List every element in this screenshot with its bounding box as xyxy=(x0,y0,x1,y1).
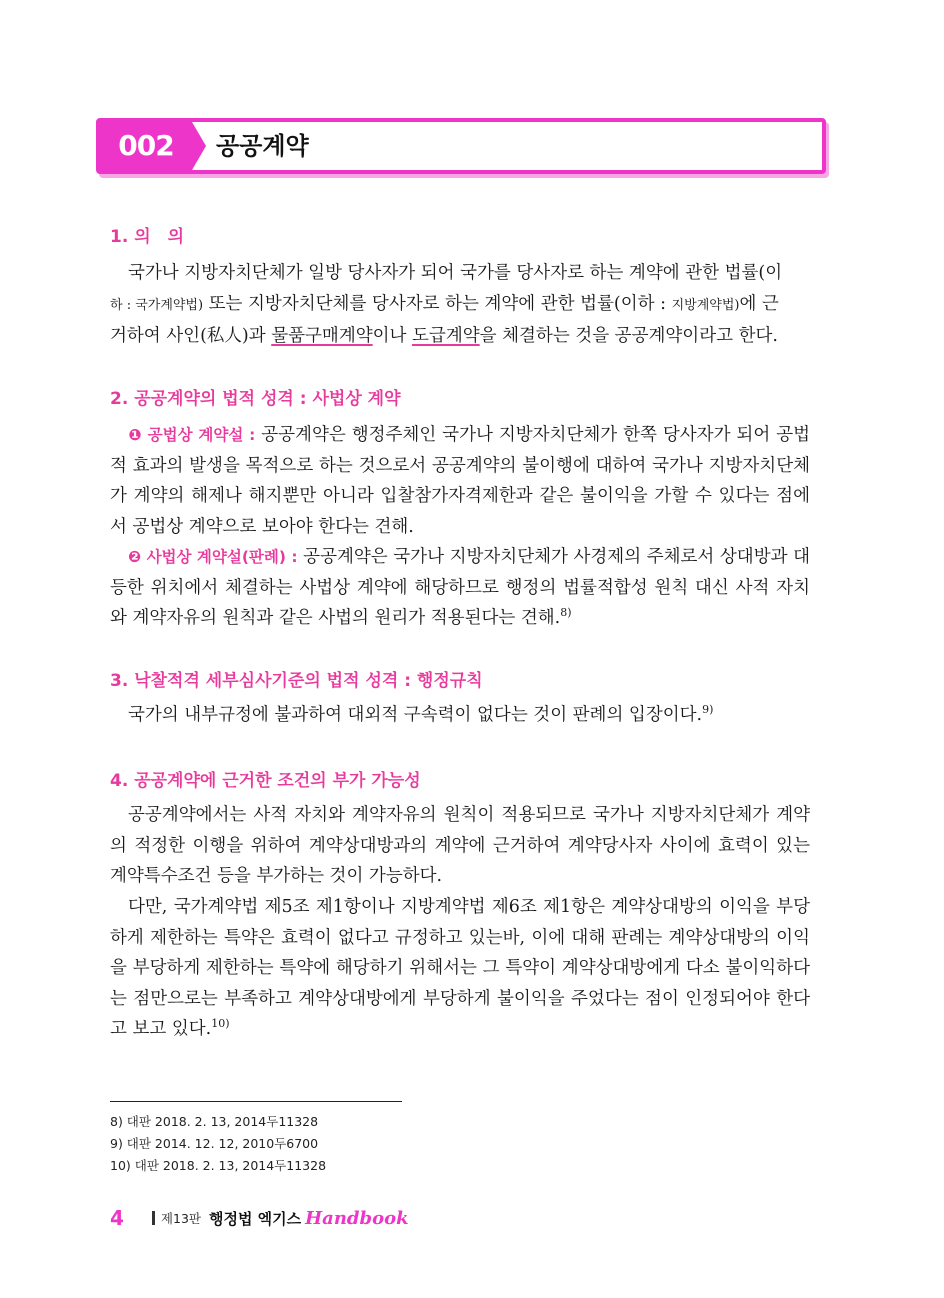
handbook-logo: Handbook xyxy=(305,1207,409,1229)
theory-marker-2: ❷ 사법상 계약설(판례) : xyxy=(128,548,298,566)
section-1-paragraph: 국가나 지방자치단체가 일방 당사자가 되어 국가를 당사자로 하는 계약에 관한 법률(이 하 : 국가계약법) 또는 지방자치단체를 당사자로 하는 계약에 관한 법률(이하 : 지방계약법)에 근 거하여 사인(私人)과 물품구매계약이나 도급계약을 체결하는 것을 공공계약이라고 한다. xyxy=(110,263,783,346)
theory-marker-1: ❶ 공법상 계약설 : xyxy=(128,426,256,444)
section-heading-3: 3. 낙찰적격 세부심사기준의 법적 성격 : 행정규칙 xyxy=(110,671,483,691)
section-heading-4: 4. 공공계약에 근거한 조건의 부가 가능성 xyxy=(110,771,421,791)
footnote-9: 9) 대판 2014. 12. 12, 2010두6700 xyxy=(110,1136,319,1151)
chapter-number: 002 xyxy=(100,122,192,170)
footnote-8: 8) 대판 2018. 2. 13, 2014두11328 xyxy=(110,1114,319,1129)
section-2-paragraph-private-law-theory: ❷ 사법상 계약설(판례) : 공공계약은 국가나 지방자치단체가 사경제의 주체로서 상대방과 대등한 위치에서 체결하는 사법상 계약에 해당하므로 행정의 법률적합성 원칙 대신 사적 자치와 계약자유의 원칙과 같은 사법의 원리가 적용된다는 견해.$^{8)}$ xyxy=(110,547,811,628)
chapter-banner xyxy=(96,118,826,174)
footnote-divider xyxy=(110,1101,402,1102)
page-number: 4 xyxy=(110,1206,124,1230)
footnote-ref-9: 9) xyxy=(702,703,714,717)
section-3-paragraph: 국가의 내부규정에 불과하여 대외적 구속력이 없다는 것이 판례의 입장이다.$^{9)}$ xyxy=(128,703,714,725)
edition-label: 제13판 xyxy=(160,1211,201,1226)
page-footer xyxy=(110,1203,409,1233)
footnote-10: 10) 대판 2018. 2. 13, 2014두11328 xyxy=(110,1158,327,1173)
section-heading-1: 1. 의 의 xyxy=(110,227,185,247)
chapter-title: 공공계약 xyxy=(216,132,309,160)
section-2-paragraph-public-law-theory: ❶ 공법상 계약설 : 공공계약은 행정주체인 국가나 지방자치단체가 한쪽 당사자가 되어 공법적 효과의 발생을 목적으로 하는 것으로서 공공계약의 불이행에 대하여 국가나 지방자치단체가 계약의 해제나 해지뿐만 아니라 입찰참가자격제한과 같은 불이익을 가할 수 있다는 점에서 공법상 계약으로 보아야 한다는 견해. xyxy=(110,425,810,537)
underlined-term-contract: 도급계약 xyxy=(412,326,480,346)
footer-bar-icon xyxy=(152,1211,155,1225)
section-4-paragraph-1: 공공계약에서는 사적 자치와 계약자유의 원칙이 적용되므로 국가나 지방자치단체가 계약의 적정한 이행을 위하여 계약상대방과의 계약에 근거하여 계약당사자 사이에 효력이 있는 계약특수조건 등을 부가하는 것이 가능하다. xyxy=(110,805,810,886)
footnote-ref-8: 8) xyxy=(560,606,572,620)
section-4-paragraph-2: 다만, 국가계약법 제5조 제1항이나 지방계약법 제6조 제1항은 계약상대방의 이익을 부당하게 제한하는 특약은 효력이 없다고 규정하고 있는바, 이에 대해 판례는 계약상대방의 이익을 부당하게 제한하는 특약에 해당하기 위해서는 그 특약이 계약상대방에게 다소 불이익하다는 점만으로는 부족하고 계약상대방에게 부당하게 불이익을 주었다는 점이 인정되어야 한다고 보고 있다.$^{10)}$ xyxy=(110,897,810,1039)
section-heading-2: 2. 공공계약의 법적 성격 : 사법상 계약 xyxy=(110,389,401,409)
footnote-ref-10: 10) xyxy=(211,1017,230,1031)
book-title: 행정법 엑기스 xyxy=(208,1209,302,1228)
underlined-term-purchase: 물품구매계약 xyxy=(271,326,373,346)
